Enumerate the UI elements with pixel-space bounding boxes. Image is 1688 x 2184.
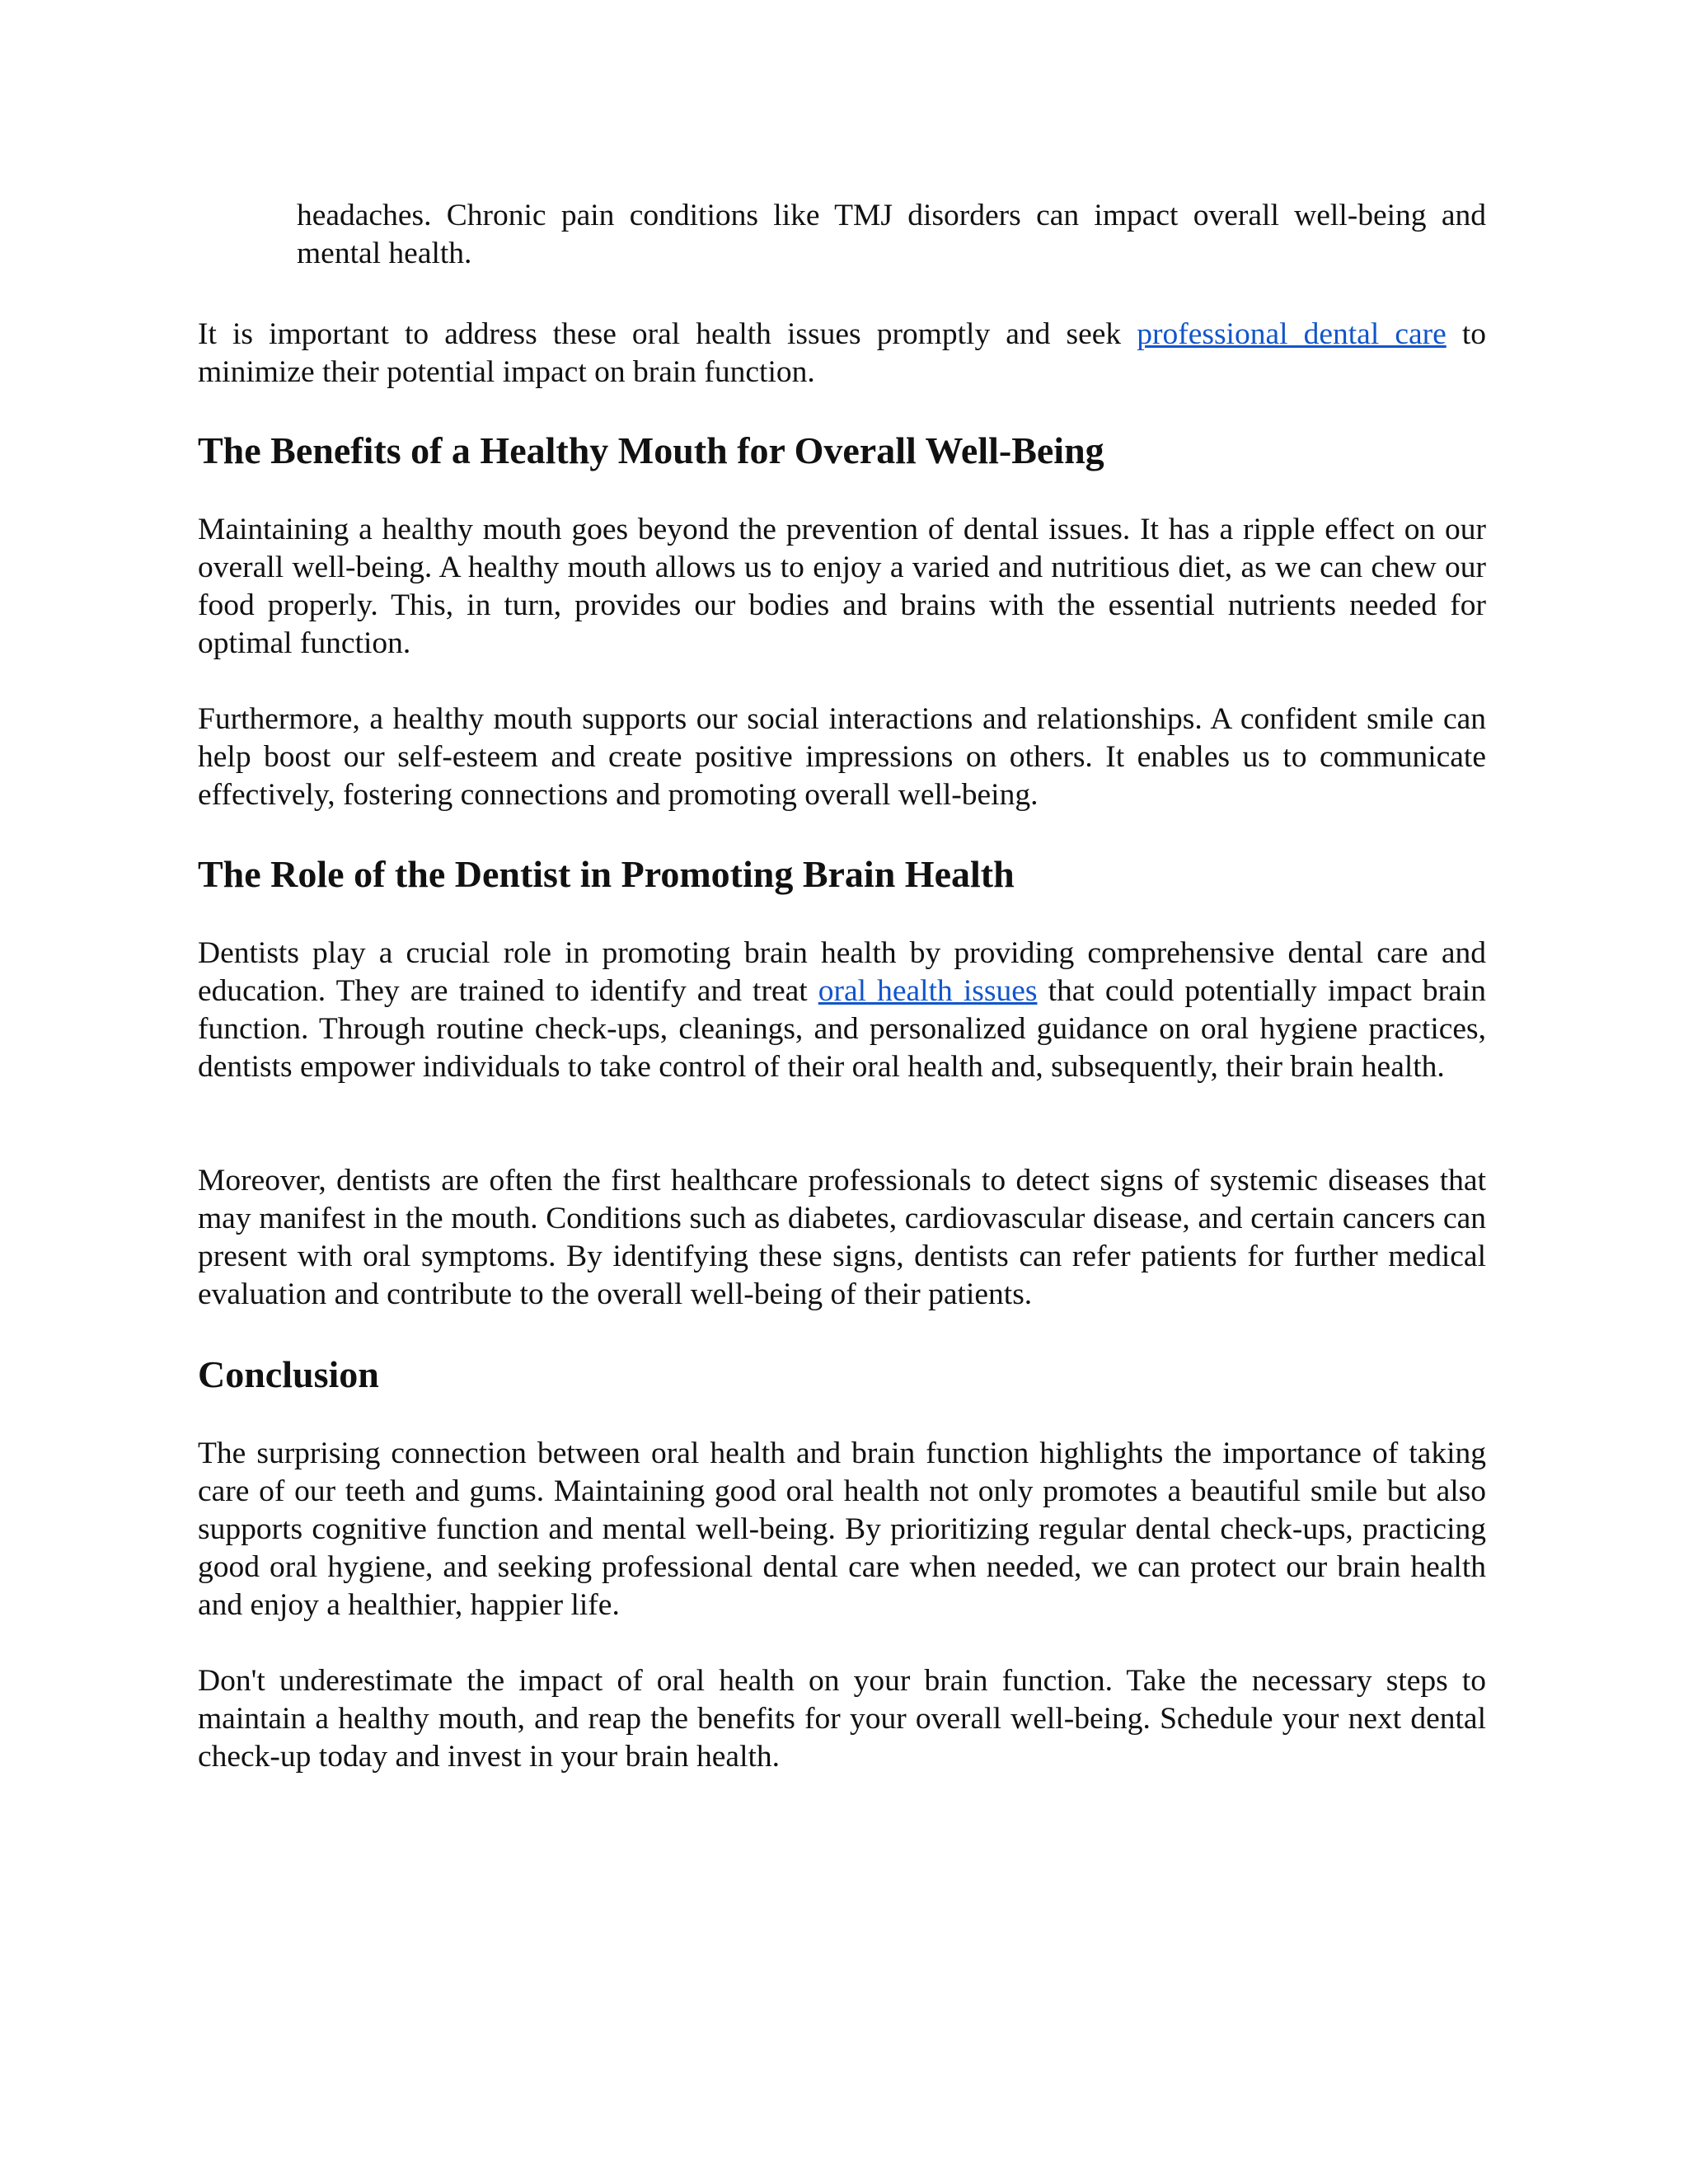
paragraph-dentist-1 [198, 935, 1486, 1086]
dentist-text-after: that could potentially impact brain function. Through routine check-ups, cleanings, and personalized guidance on oral hygiene practices, dentists empower individuals to take control of their oral health and, subsequently, their brain health. [198, 974, 1486, 1084]
paragraph-conclusion-1: The surprising connection between oral health and brain function highlights the importance of taking care of our teeth and gums. Maintaining good oral health not only promotes a beautiful smile but also supports cognitive function and mental well-being. By prioritizing regular dental check-ups, practicing good oral hygiene, and seeking professional dental care when needed, we can protect our brain health and enjoy a healthier, happier life. [198, 1436, 1486, 1622]
continuation-text: headaches. Chronic pain conditions like TMJ disorders can impact overall well-being and mental health. [297, 199, 1486, 270]
paragraph-address-issues [198, 316, 1486, 391]
paragraph-benefits-1: Maintaining a healthy mouth goes beyond the prevention of dental issues. It has a ripple effect on our overall well-being. A healthy mouth allows us to enjoy a varied and nutritious diet, as we can chew our food properly. This, in turn, provides our bodies and brains with the essential nutrients needed for optimal function. [198, 513, 1486, 660]
professional-dental-care-link[interactable]: professional dental care [1137, 317, 1447, 351]
paragraph-conclusion-2: Don't underestimate the impact of oral health on your brain function. Take the necessary steps to maintain a healthy mouth, and reap the benefits for your overall well-being. Schedule your next dental check-up today and invest in your brain health. [198, 1664, 1486, 1774]
paragraph-benefits-2: Furthermore, a healthy mouth supports our social interactions and relationships. A confident smile can help boost our self-esteem and create positive impressions on others. It enables us to communicate effectively, fostering connections and promoting overall well-being. [198, 702, 1486, 812]
paragraph-dentist-2: Moreover, dentists are often the first healthcare professionals to detect signs of systemic diseases that may manifest in the mouth. Conditions such as diabetes, cardiovascular disease, and certain cancers can present with oral symptoms. By identifying these signs, dentists can refer patients for further medical evaluation and contribute to the overall well-being of their patients. [198, 1164, 1486, 1311]
list-item-continuation [297, 197, 1486, 273]
heading-conclusion: Conclusion [198, 1353, 379, 1395]
dentist-text-before: Dentists play a crucial role in promoting brain health by providing comprehensive dental care and education. They are trained to identify and treat [198, 936, 1486, 1008]
heading-dentist-role: The Role of the Dentist in Promoting Brain Health [198, 853, 1015, 895]
heading-benefits: The Benefits of a Healthy Mouth for Overall Well-Being [198, 429, 1104, 471]
oral-health-issues-link[interactable]: oral health issues [818, 974, 1038, 1008]
address-text-after: to minimize their potential impact on brain function. [198, 317, 1487, 389]
address-text-before: It is important to address these oral health issues promptly and seek [198, 317, 1137, 351]
